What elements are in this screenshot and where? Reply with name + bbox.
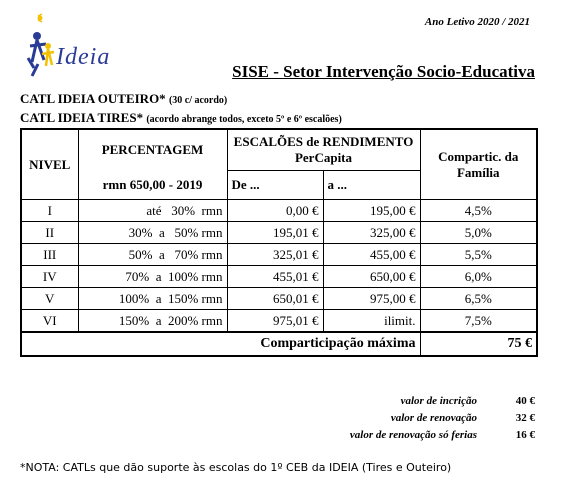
cell-de: 325,01 € [227,244,323,266]
cell-nivel: III [21,244,78,266]
cell-comparticipacao: 4,5% [420,200,537,222]
cell-percentagem: 100% a 150% rmn [78,288,227,310]
fee-value: 32 € [515,411,535,424]
fee-row [230,392,535,409]
header-nivel: NIVEL [21,129,78,200]
header-comparticipacao: Compartic. da Família [420,129,537,200]
cell-comparticipacao: 5,5% [420,244,537,266]
cell-percentagem: 150% a 200% rmn [78,310,227,333]
header-escaloes: ESCALÕES de RENDIMENTO PerCapita [227,129,420,171]
catl-tires-note: (acordo abrange todos, exceto 5º e 6º escalões) [146,114,342,125]
header-a: a ... [323,171,420,200]
table-row [21,266,537,288]
logo-text: Ideia [56,44,111,70]
cell-de: 650,01 € [227,288,323,310]
cell-comparticipacao: 5,0% [420,222,537,244]
catl-tires-name: CATL IDEIA TIRES* [20,110,144,125]
max-label: Comparticipação máxima [21,332,420,356]
cell-a: 975,00 € [323,288,420,310]
fees-list [230,392,535,443]
catl-outeiro-name: CATL IDEIA OUTEIRO* [20,91,166,106]
cell-nivel: IV [21,266,78,288]
cell-nivel: VI [21,310,78,333]
table-row [21,200,537,222]
cell-a: 195,00 € [323,200,420,222]
header-rmn: rmn 650,00 - 2019 [78,171,227,200]
catl-outeiro-note: (30 c/ acordo) [168,95,228,106]
cell-de: 195,01 € [227,222,323,244]
cell-comparticipacao: 7,5% [420,310,537,333]
cell-comparticipacao: 6,5% [420,288,537,310]
catl-tires-line [20,110,342,126]
cell-de: 455,01 € [227,266,323,288]
fee-label: valor de renovação só ferias [349,428,477,441]
cell-comparticipacao: 6,0% [420,266,537,288]
fee-row [230,426,535,443]
cell-percentagem: até 30% rmn [78,200,227,222]
max-value: 75 € [420,332,537,356]
cell-a: ilimit. [323,310,420,333]
fee-label: valor de renovação [390,411,477,424]
fee-value: 40 € [515,394,535,407]
table-row [21,288,537,310]
cell-percentagem: 50% a 70% rmn [78,244,227,266]
table-row [21,222,537,244]
fee-value: 16 € [515,428,535,441]
header-de: De ... [227,171,323,200]
fee-row [230,409,535,426]
cell-de: 975,01 € [227,310,323,333]
fee-label: valor de incrição [400,394,477,407]
escaloes-table [20,128,538,357]
cell-a: 455,00 € [323,244,420,266]
ideia-logo [20,10,130,90]
cell-percentagem: 30% a 50% rmn [78,222,227,244]
cell-de: 0,00 € [227,200,323,222]
cell-nivel: II [21,222,78,244]
catl-outeiro-line [20,91,227,107]
cell-a: 650,00 € [323,266,420,288]
table-row [21,244,537,266]
school-year: Ano Letivo 2020 / 2021 [424,16,530,28]
page-title: SISE - Setor Intervenção Socio-Educativa [232,62,535,81]
table-row [21,310,537,333]
cell-percentagem: 70% a 100% rmn [78,266,227,288]
cell-a: 325,00 € [323,222,420,244]
cell-nivel: I [21,200,78,222]
footnote: *NOTA: CATLs que dão suporte às escolas do 1º CEB da IDEIA (Tires e Outeiro) [20,461,452,474]
cell-nivel: V [21,288,78,310]
header-percentagem: PERCENTAGEM [78,129,227,171]
